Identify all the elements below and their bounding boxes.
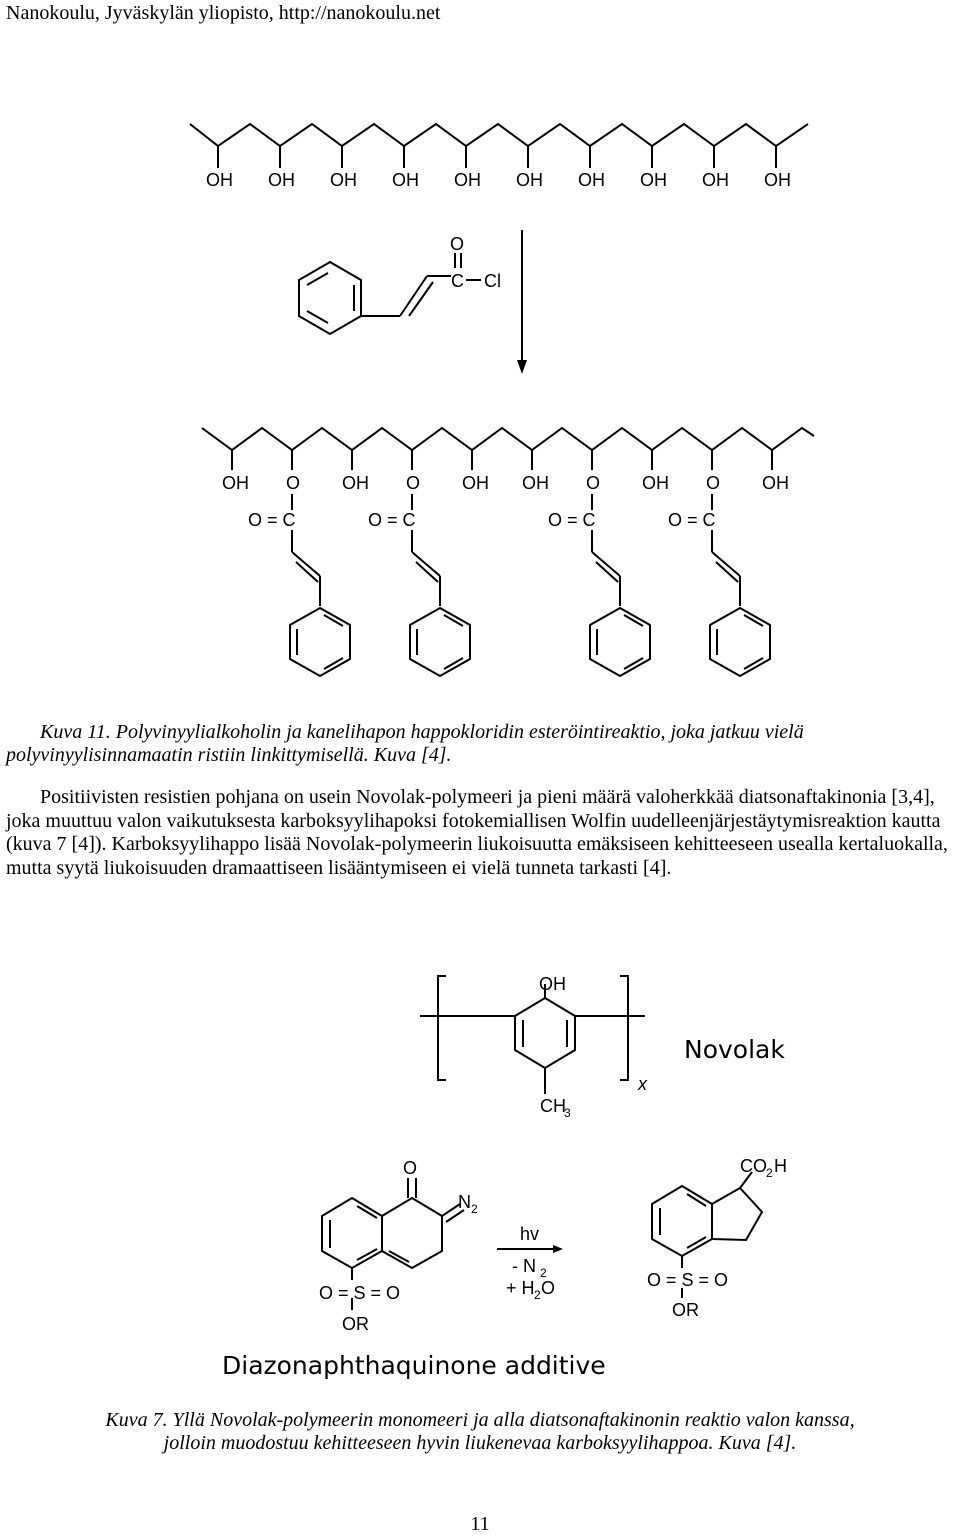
page-number: 11 [470,1513,490,1535]
acyl-carbon-label: C [451,271,464,291]
cinnamate-ester-group [248,494,350,676]
hydroxyl-label: OH [764,170,791,190]
cinnamate-ester-group [668,494,770,676]
dnq-sulfonyl-label: O = S = O [319,1283,401,1303]
hydroxyl-label: OH [516,170,543,190]
minus-n2-subscript: 2 [540,1266,547,1280]
figure-7-novolak-and-dnq [0,968,960,1398]
chlorine-label: Cl [484,271,501,291]
hydroxyl-label: OH [762,473,789,493]
figure-7-caption-line-2: jolloin muodostuu kehitteeseen hyvin liukenevaa karboksyylihappoa. Kuva [4]. [163,1432,797,1454]
dnq-or-label: OR [342,1314,369,1334]
ketone-oxygen-label: O [403,1158,418,1178]
hydroxyl-label: OH [522,473,549,493]
minus-n2-label: - N [512,1256,536,1276]
ester-oxygen-label: O [406,473,421,493]
novolak-monomer-structure [420,974,785,1120]
ester-oxygen-label: O [586,473,601,493]
plus-h2o-oxygen: O [541,1278,556,1298]
cinnamate-ester-group [368,494,470,676]
methyl-label: CH [540,1096,566,1116]
hydroxyl-label: OH [642,473,669,493]
hydroxyl-label: OH [578,170,605,190]
paragraph-text: Positiivisten resistien pohjana on usein Novolak-polymeeri ja pieni määrä valoherkkää diatsonaftakinonia [3,4], joka muuttuu valon vaikutuksesta karboksyylihapoksi fotokemiallisen Wolfin uudelleenjärjestäytymisreaktion kautta (kuva 7 [4]). Karboksyylihappo lisää Novolak-polymeerin liukoisuutta emäksiseen kehitteeseen usealla kertaluokalla, mutta syytä liukoisuuden dramaattiseen lisääntymiseen ei vielä tunneta tarkasti [4]. [6,786,948,879]
co2h-label: CO [740,1156,767,1176]
figure-7-caption [0,1409,960,1455]
carbonyl-oxygen-label: O [450,234,465,254]
acid-sulfonyl-label: O = S = O [647,1270,729,1290]
ester-oxygen-label: O [706,473,721,493]
hydroxyl-label: OH [206,170,233,190]
plus-h2o-label: + H [506,1278,535,1298]
methyl-subscript: 3 [564,1106,571,1120]
cinnamate-ester-group [548,494,650,676]
hydroxyl-label: OH [454,170,481,190]
ester-oxygen-label: O [286,473,301,493]
polyvinyl-cinnamate-chain [202,428,814,450]
page-header: Nanokoulu, Jyväskylän yliopisto, http://nanokoulu.net [6,2,441,24]
ester-carbonyl-label: O = C [368,510,416,530]
hydroxyl-label: OH [392,170,419,190]
hydroxyl-label: OH [342,473,369,493]
polyvinyl-alcohol-chain [190,124,808,168]
hydroxyl-label: OH [462,473,489,493]
reaction-arrow [517,230,527,374]
photolysis-arrow [497,1224,563,1302]
hydroxyl-label: OH [702,170,729,190]
ester-carbonyl-label: O = C [548,510,596,530]
repeat-unit-x: x [638,1074,647,1094]
body-paragraph [6,786,956,880]
acid-or-label: OR [672,1300,699,1320]
hv-label: hv [520,1224,540,1244]
cinnamoyl-chloride-structure [299,234,501,334]
hydroxyl-label: OH [330,170,357,190]
figure-7-caption-line-1: Kuva 7. Yllä Novolak-polymeerin monomeeri ja alla diatsonaftakinonin reaktio valon kanssa, [105,1409,855,1431]
indene-carboxylic-acid-structure [647,1156,787,1320]
novolak-oh-label: OH [539,974,566,994]
hydroxyl-label: OH [640,170,667,190]
ester-carbonyl-label: O = C [668,510,716,530]
co2h-hydrogen: H [774,1156,787,1176]
hydroxyl-label: OH [268,170,295,190]
diazonaphthoquinone-structure [319,1158,478,1334]
hydroxyl-label: OH [222,473,249,493]
diazo-label: N [458,1192,471,1212]
ester-carbonyl-label: O = C [248,510,296,530]
diazo-subscript: 2 [471,1202,478,1216]
plus-h2o-subscript: 2 [534,1288,541,1302]
additive-title: Diazonaphthaquinone additive [222,1351,606,1380]
figure-11-caption: Kuva 11. Polyvinyylialkoholin ja kanelihapon happokloridin esteröintireaktio, joka jatkuu vielä polyvinyylisinnamaatin ristiin linkittymisellä. Kuva [4]. [6,721,804,766]
novolak-title: Novolak [684,1035,785,1064]
figure-11-reaction-scheme [0,110,960,700]
co2h-subscript: 2 [766,1166,773,1180]
